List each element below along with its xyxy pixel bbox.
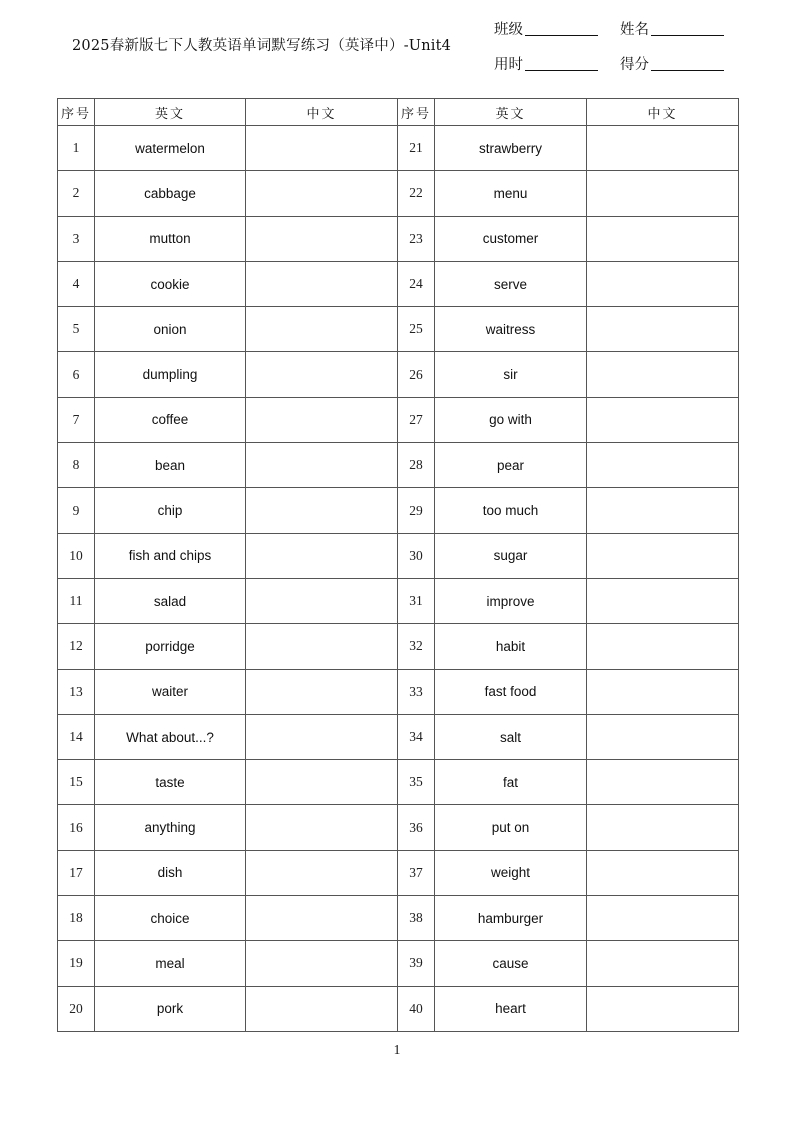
left-english-word: waiter [95,669,246,714]
left-number: 5 [58,307,95,352]
right-number: 32 [398,624,435,669]
right-number: 27 [398,397,435,442]
left-chinese-answer-cell[interactable] [246,624,398,669]
name-blank[interactable] [651,21,724,36]
right-number: 23 [398,216,435,261]
left-number: 20 [58,986,95,1031]
left-chinese-answer-cell[interactable] [246,714,398,759]
left-english-word: salad [95,578,246,623]
left-chinese-answer-cell[interactable] [246,171,398,216]
left-english-word: meal [95,941,246,986]
right-english-word: sir [435,352,587,397]
left-number: 2 [58,171,95,216]
table-row [58,307,739,352]
right-number: 38 [398,896,435,941]
right-chinese-answer-cell[interactable] [587,714,739,759]
right-number: 39 [398,941,435,986]
right-english-word: strawberry [435,126,587,171]
left-chinese-answer-cell[interactable] [246,533,398,578]
right-chinese-answer-cell[interactable] [587,397,739,442]
left-chinese-answer-cell[interactable] [246,443,398,488]
table-row [58,896,739,941]
right-english-word: too much [435,488,587,533]
name-label: 姓名 [620,22,649,38]
table-row [58,216,739,261]
left-english-word: dumpling [95,352,246,397]
table-row [58,443,739,488]
right-chinese-answer-cell[interactable] [587,986,739,1031]
left-number: 14 [58,714,95,759]
right-english-word: go with [435,397,587,442]
table-row [58,578,739,623]
left-chinese-answer-cell[interactable] [246,941,398,986]
left-number: 18 [58,896,95,941]
table-row [58,850,739,895]
right-chinese-answer-cell[interactable] [587,624,739,669]
page-title: 2025春新版七下人教英语单词默写练习（英译中）-Unit4 [72,38,452,54]
table-row [58,714,739,759]
right-english-word: waitress [435,307,587,352]
score-field [620,53,724,74]
right-chinese-answer-cell[interactable] [587,760,739,805]
page-number: 1 [393,1042,401,1057]
time-field [494,53,598,74]
right-chinese-answer-cell[interactable] [587,352,739,397]
table-header-row [58,99,739,126]
left-english-word: choice [95,896,246,941]
score-blank[interactable] [651,56,724,71]
left-chinese-answer-cell[interactable] [246,307,398,352]
left-number: 7 [58,397,95,442]
right-number: 28 [398,443,435,488]
table-row [58,261,739,306]
right-english-word: hamburger [435,896,587,941]
score-label: 得分 [620,57,649,73]
class-field [494,18,598,39]
left-english-word: mutton [95,216,246,261]
right-number: 25 [398,307,435,352]
time-label: 用时 [494,57,523,73]
header-index-left: 序号 [58,99,95,126]
left-number: 16 [58,805,95,850]
left-number: 9 [58,488,95,533]
left-english-word: cabbage [95,171,246,216]
class-blank[interactable] [525,21,598,36]
left-english-word: cookie [95,261,246,306]
right-english-word: weight [435,850,587,895]
right-chinese-answer-cell[interactable] [587,805,739,850]
header-chinese-right: 中文 [587,99,739,126]
left-number: 10 [58,533,95,578]
right-english-word: improve [435,578,587,623]
right-chinese-answer-cell[interactable] [587,126,739,171]
left-english-word: bean [95,443,246,488]
table-row [58,624,739,669]
right-number: 33 [398,669,435,714]
table-row [58,126,739,171]
left-number: 11 [58,578,95,623]
left-english-word: taste [95,760,246,805]
left-english-word: pork [95,986,246,1031]
right-number: 24 [398,261,435,306]
left-chinese-answer-cell[interactable] [246,352,398,397]
header-chinese-left: 中文 [246,99,398,126]
left-english-word: onion [95,307,246,352]
right-chinese-answer-cell[interactable] [587,669,739,714]
right-chinese-answer-cell[interactable] [587,533,739,578]
right-english-word: sugar [435,533,587,578]
left-chinese-answer-cell[interactable] [246,760,398,805]
right-chinese-answer-cell[interactable] [587,443,739,488]
left-number: 15 [58,760,95,805]
class-label: 班级 [494,22,523,38]
left-chinese-answer-cell[interactable] [246,669,398,714]
left-english-word: fish and chips [95,533,246,578]
table-row [58,171,739,216]
right-english-word: menu [435,171,587,216]
left-number: 6 [58,352,95,397]
header-english-right: 英文 [435,99,587,126]
left-chinese-answer-cell[interactable] [246,805,398,850]
left-number: 12 [58,624,95,669]
right-english-word: habit [435,624,587,669]
right-chinese-answer-cell[interactable] [587,941,739,986]
left-number: 3 [58,216,95,261]
table-row [58,488,739,533]
right-number: 34 [398,714,435,759]
name-field [620,18,724,39]
table-row [58,533,739,578]
right-chinese-answer-cell[interactable] [587,850,739,895]
right-number: 36 [398,805,435,850]
table-row [58,669,739,714]
right-english-word: serve [435,261,587,306]
table-row [58,397,739,442]
right-number: 22 [398,171,435,216]
right-chinese-answer-cell[interactable] [587,171,739,216]
right-chinese-answer-cell[interactable] [587,896,739,941]
right-number: 29 [398,488,435,533]
right-english-word: salt [435,714,587,759]
time-blank[interactable] [525,56,598,71]
right-number: 21 [398,126,435,171]
right-chinese-answer-cell[interactable] [587,578,739,623]
right-number: 40 [398,986,435,1031]
table-row [58,352,739,397]
table-row [58,941,739,986]
left-number: 8 [58,443,95,488]
right-number: 30 [398,533,435,578]
right-english-word: fast food [435,669,587,714]
table-row [58,805,739,850]
right-chinese-answer-cell[interactable] [587,488,739,533]
right-english-word: cause [435,941,587,986]
right-english-word: customer [435,216,587,261]
left-chinese-answer-cell[interactable] [246,578,398,623]
left-english-word: porridge [95,624,246,669]
left-english-word: What about...? [95,714,246,759]
left-number: 17 [58,850,95,895]
right-number: 35 [398,760,435,805]
left-english-word: watermelon [95,126,246,171]
table-row [58,986,739,1031]
left-chinese-answer-cell[interactable] [246,488,398,533]
right-chinese-answer-cell[interactable] [587,216,739,261]
right-number: 37 [398,850,435,895]
right-number: 26 [398,352,435,397]
left-number: 19 [58,941,95,986]
left-english-word: dish [95,850,246,895]
header-english-left: 英文 [95,99,246,126]
right-english-word: fat [435,760,587,805]
left-chinese-answer-cell[interactable] [246,261,398,306]
left-number: 1 [58,126,95,171]
left-chinese-answer-cell[interactable] [246,986,398,1031]
right-english-word: pear [435,443,587,488]
right-english-word: put on [435,805,587,850]
table-row [58,760,739,805]
right-english-word: heart [435,986,587,1031]
left-english-word: coffee [95,397,246,442]
left-english-word: chip [95,488,246,533]
left-number: 13 [58,669,95,714]
left-chinese-answer-cell[interactable] [246,850,398,895]
left-chinese-answer-cell[interactable] [246,397,398,442]
header-index-right: 序号 [398,99,435,126]
right-number: 31 [398,578,435,623]
right-chinese-answer-cell[interactable] [587,307,739,352]
left-number: 4 [58,261,95,306]
left-chinese-answer-cell[interactable] [246,126,398,171]
vocabulary-table [57,98,739,1032]
left-chinese-answer-cell[interactable] [246,216,398,261]
vocabulary-table-body [58,126,739,1032]
right-chinese-answer-cell[interactable] [587,261,739,306]
left-english-word: anything [95,805,246,850]
left-chinese-answer-cell[interactable] [246,896,398,941]
